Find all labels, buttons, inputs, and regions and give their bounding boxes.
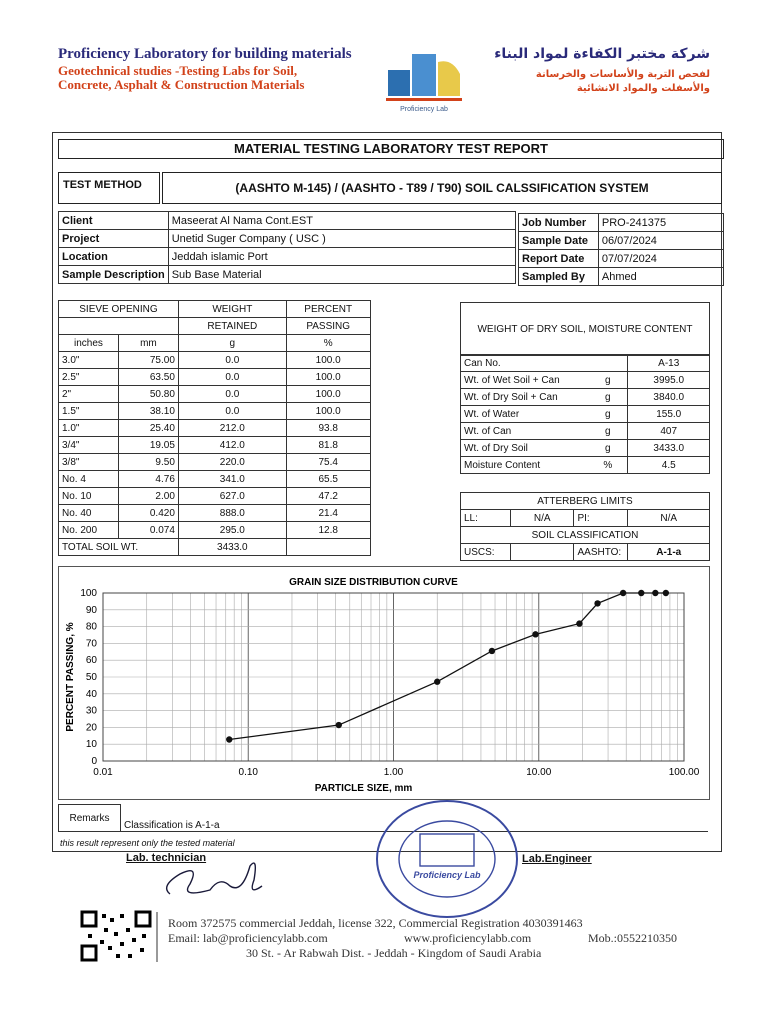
sieve-passing: 100.0 [286, 369, 370, 386]
sieve-inches: 2" [59, 386, 119, 403]
weight-header-2: RETAINED [178, 318, 286, 335]
technician-label: Lab. technician [126, 852, 207, 864]
data-point [336, 722, 342, 728]
moisture-unit: g [588, 406, 628, 423]
sieve-opening-header: SIEVE OPENING [59, 301, 179, 318]
location-value: Jeddah islamic Port [168, 248, 515, 266]
data-point [434, 679, 440, 685]
sieve-row [59, 420, 443, 437]
sieve-mm: 50.80 [118, 386, 178, 403]
weight-header-3: g [178, 335, 286, 352]
moisture-title: WEIGHT OF DRY SOIL, MOISTURE CONTENT [460, 302, 710, 356]
lab-stamp [372, 796, 522, 922]
client-info-table [58, 211, 516, 284]
sieve-inches: No. 200 [59, 522, 119, 539]
services-ar [500, 68, 710, 96]
sieve-row [59, 437, 443, 454]
job-value: PRO-241375 [598, 214, 723, 232]
sieve-row [59, 505, 443, 522]
sieve-row [59, 454, 443, 471]
moisture-row [461, 372, 710, 389]
y-tick-label: 40 [85, 688, 97, 700]
sampled-by-value: Ahmed [598, 268, 723, 286]
moisture-label: Wt. of Can [461, 423, 589, 440]
test-method-value: (AASHTO M-145) / (AASHTO - T89 / T90) SOIL CALSSIFICATION SYSTEM [162, 172, 722, 204]
moisture-label: Can No. [461, 355, 589, 372]
y-tick-label: 50 [85, 672, 97, 683]
sieve-passing: 12.8 [286, 522, 370, 539]
sieve-mm: 38.10 [118, 403, 178, 420]
y-tick-label: 70 [85, 638, 97, 650]
data-point [594, 600, 600, 606]
report-title: MATERIAL TESTING LABORATORY TEST REPORT [58, 139, 724, 159]
sieve-weight: 0.0 [178, 403, 286, 420]
sieve-weight: 412.0 [178, 437, 286, 454]
pi-label: PI: [574, 510, 628, 527]
y-tick-label: 10 [85, 739, 97, 751]
moisture-value: 3840.0 [628, 389, 710, 406]
sieve-weight: 212.0 [178, 420, 286, 437]
test-method-label: TEST METHOD [58, 172, 160, 204]
sieve-inches: 2.5" [59, 369, 119, 386]
data-point [226, 736, 232, 742]
sieve-passing: 100.0 [286, 386, 370, 403]
data-point [576, 620, 582, 626]
remarks-label: Remarks [59, 805, 121, 832]
technician-signature [150, 846, 270, 904]
sieve-mm: 2.00 [118, 488, 178, 505]
data-point [652, 590, 658, 596]
moisture-row [461, 457, 710, 474]
moisture-value: 4.5 [628, 457, 710, 474]
chart-title: GRAIN SIZE DISTRIBUTION CURVE [289, 577, 458, 588]
services-ar-line2: والأسفلت والمواد الانشائية [576, 83, 710, 94]
sieve-mm: 0.074 [118, 522, 178, 539]
sieve-row [59, 369, 443, 386]
sieve-passing: 100.0 [286, 352, 370, 369]
sieve-weight: 0.0 [178, 386, 286, 403]
job-info-table [518, 213, 724, 286]
data-point [638, 590, 644, 596]
footer-address: Room 372575 commercial Jeddah, license 322, Commercial Registration 4030391463 [168, 916, 583, 930]
data-point [663, 590, 669, 596]
y-tick-label: 90 [85, 604, 97, 616]
sieve-weight: 0.0 [178, 352, 286, 369]
sieve-passing: 65.5 [286, 471, 370, 488]
sieve-row [59, 488, 443, 505]
uscs-value [510, 544, 574, 561]
mm-header: mm [118, 335, 178, 352]
weight-header-1: WEIGHT [178, 301, 286, 318]
aashto-label: AASHTO: [574, 544, 628, 561]
y-tick-label: 100 [80, 588, 97, 599]
y-tick-label: 60 [85, 655, 97, 667]
ll-value: N/A [510, 510, 574, 527]
footer-email: Email: lab@proficiencylabb.com [168, 931, 328, 945]
data-point [620, 590, 626, 596]
moisture-label: Moisture Content [461, 457, 589, 474]
sieve-passing: 93.8 [286, 420, 370, 437]
logo-caption: Proficiency Lab [400, 106, 448, 113]
moisture-unit: g [588, 372, 628, 389]
report-date-label: Report Date [519, 250, 599, 268]
sample-date-label: Sample Date [519, 232, 599, 250]
passing-header-1: PERCENT [286, 301, 370, 318]
sieve-passing: 100.0 [286, 403, 370, 420]
series-line [229, 593, 666, 739]
sieve-mm: 25.40 [118, 420, 178, 437]
qr-code [80, 910, 152, 962]
sieve-mm: 75.00 [118, 352, 178, 369]
services-en-line2: Concrete, Asphalt & Construction Materials [58, 77, 305, 92]
sample-date-value: 06/07/2024 [598, 232, 723, 250]
y-tick-label: 0 [91, 756, 97, 767]
footer-mobile: Mob.:0552210350 [588, 931, 678, 945]
moisture-label: Wt. of Water [461, 406, 589, 423]
sieve-inches: 3/8" [59, 454, 119, 471]
sampled-by-label: Sampled By [519, 268, 599, 286]
services-en [58, 64, 358, 92]
moisture-row [461, 355, 710, 372]
moisture-unit [588, 355, 628, 372]
x-tick-label: 0.01 [93, 767, 113, 778]
sieve-inches: 1.0" [59, 420, 119, 437]
moisture-unit: g [588, 423, 628, 440]
data-point [532, 631, 538, 637]
remarks-text: Classification is A-1-a [120, 805, 708, 832]
sieve-mm: 4.76 [118, 471, 178, 488]
footer-website: www.proficiencylabb.com [404, 931, 532, 945]
moisture-value: 407 [628, 423, 710, 440]
atterberg-table [460, 492, 710, 561]
moisture-unit: g [588, 389, 628, 406]
soil-class-title: SOIL CLASSIFICATION [461, 527, 710, 544]
uscs-label: USCS: [461, 544, 511, 561]
y-axis-label: PERCENT PASSING, % [65, 622, 76, 732]
sieve-weight: 0.0 [178, 369, 286, 386]
passing-header-3: % [286, 335, 370, 352]
sieve-row [59, 352, 443, 369]
y-tick-label: 80 [85, 621, 97, 633]
moisture-value: A-13 [628, 355, 710, 372]
aashto-value: A-1-a [628, 544, 710, 561]
moisture-value: 155.0 [628, 406, 710, 423]
company-name-ar: شركة مختبر الكفاءة لمواد البناء [494, 46, 710, 62]
y-tick-label: 30 [85, 705, 97, 717]
chart-container [58, 566, 710, 800]
desc-value: Sub Base Material [168, 266, 515, 284]
footer-divider [156, 912, 158, 962]
ll-label: LL: [461, 510, 511, 527]
stamp-label: Proficiency Lab [413, 870, 481, 880]
moisture-value: 3995.0 [628, 372, 710, 389]
sieve-passing: 21.4 [286, 505, 370, 522]
x-axis-label: PARTICLE SIZE, mm [314, 783, 413, 794]
total-label: TOTAL SOIL WT. [59, 539, 179, 556]
sieve-passing: 47.2 [286, 488, 370, 505]
services-ar-line1: لفحص التربة والأساسات والخرسانة [535, 69, 710, 80]
result-note: this result represent only the tested material [60, 838, 235, 848]
company-name-en: Proficiency Laboratory for building materials [58, 46, 352, 62]
client-label: Client [59, 212, 169, 230]
sieve-weight: 295.0 [178, 522, 286, 539]
moisture-row [461, 406, 710, 423]
total-value: 3433.0 [178, 539, 286, 556]
x-tick-label: 0.10 [238, 767, 258, 778]
sieve-mm: 9.50 [118, 454, 178, 471]
sieve-weight: 888.0 [178, 505, 286, 522]
footer-location: 30 St. - Ar Rabwah Dist. - Jeddah - Kingdom of Saudi Arabia [246, 946, 542, 960]
sieve-weight: 341.0 [178, 471, 286, 488]
sieve-row [59, 471, 443, 488]
moisture-row [461, 440, 710, 457]
moisture-unit: g [588, 440, 628, 457]
sieve-row [59, 386, 443, 403]
desc-label: Sample Description [59, 266, 169, 284]
moisture-row [461, 389, 710, 406]
y-tick-label: 20 [85, 722, 97, 734]
services-en-line1: Geotechnical studies -Testing Labs for Soil, [58, 63, 298, 78]
moisture-label: Wt. of Dry Soil + Can [461, 389, 589, 406]
moisture-row [461, 423, 710, 440]
atterberg-title: ATTERBERG LIMITS [461, 493, 710, 510]
sieve-passing: 75.4 [286, 454, 370, 471]
sieve-inches: No. 4 [59, 471, 119, 488]
moisture-label: Wt. of Dry Soil [461, 440, 589, 457]
sieve-inches: 3/4" [59, 437, 119, 454]
location-label: Location [59, 248, 169, 266]
moisture-table [460, 354, 710, 474]
report-date-value: 07/07/2024 [598, 250, 723, 268]
sieve-weight: 627.0 [178, 488, 286, 505]
x-tick-label: 100.00 [668, 767, 700, 778]
sieve-row [59, 522, 443, 539]
x-tick-label: 1.00 [383, 767, 404, 778]
sieve-mm: 63.50 [118, 369, 178, 386]
sieve-weight: 220.0 [178, 454, 286, 471]
sieve-inches: 1.5" [59, 403, 119, 420]
sieve-row [59, 403, 443, 420]
project-label: Project [59, 230, 169, 248]
sieve-table [58, 300, 442, 556]
pi-value: N/A [628, 510, 710, 527]
passing-header-2: PASSING [286, 318, 370, 335]
client-value: Maseerat Al Nama Cont.EST [168, 212, 515, 230]
engineer-label: Lab.Engineer [522, 853, 592, 865]
project-value: Unetid Suger Company ( USC ) [168, 230, 515, 248]
sieve-inches: 3.0" [59, 352, 119, 369]
moisture-unit: % [588, 457, 628, 474]
sieve-passing: 81.8 [286, 437, 370, 454]
inches-header: inches [59, 335, 119, 352]
job-label: Job Number [519, 214, 599, 232]
grain-size-chart [59, 567, 709, 799]
sieve-mm: 19.05 [118, 437, 178, 454]
sieve-mm: 0.420 [118, 505, 178, 522]
x-tick-label: 10.00 [526, 767, 552, 778]
moisture-label: Wt. of Wet Soil + Can [461, 372, 589, 389]
sieve-inches: No. 40 [59, 505, 119, 522]
sieve-inches: No. 10 [59, 488, 119, 505]
data-point [489, 648, 495, 654]
moisture-value: 3433.0 [628, 440, 710, 457]
